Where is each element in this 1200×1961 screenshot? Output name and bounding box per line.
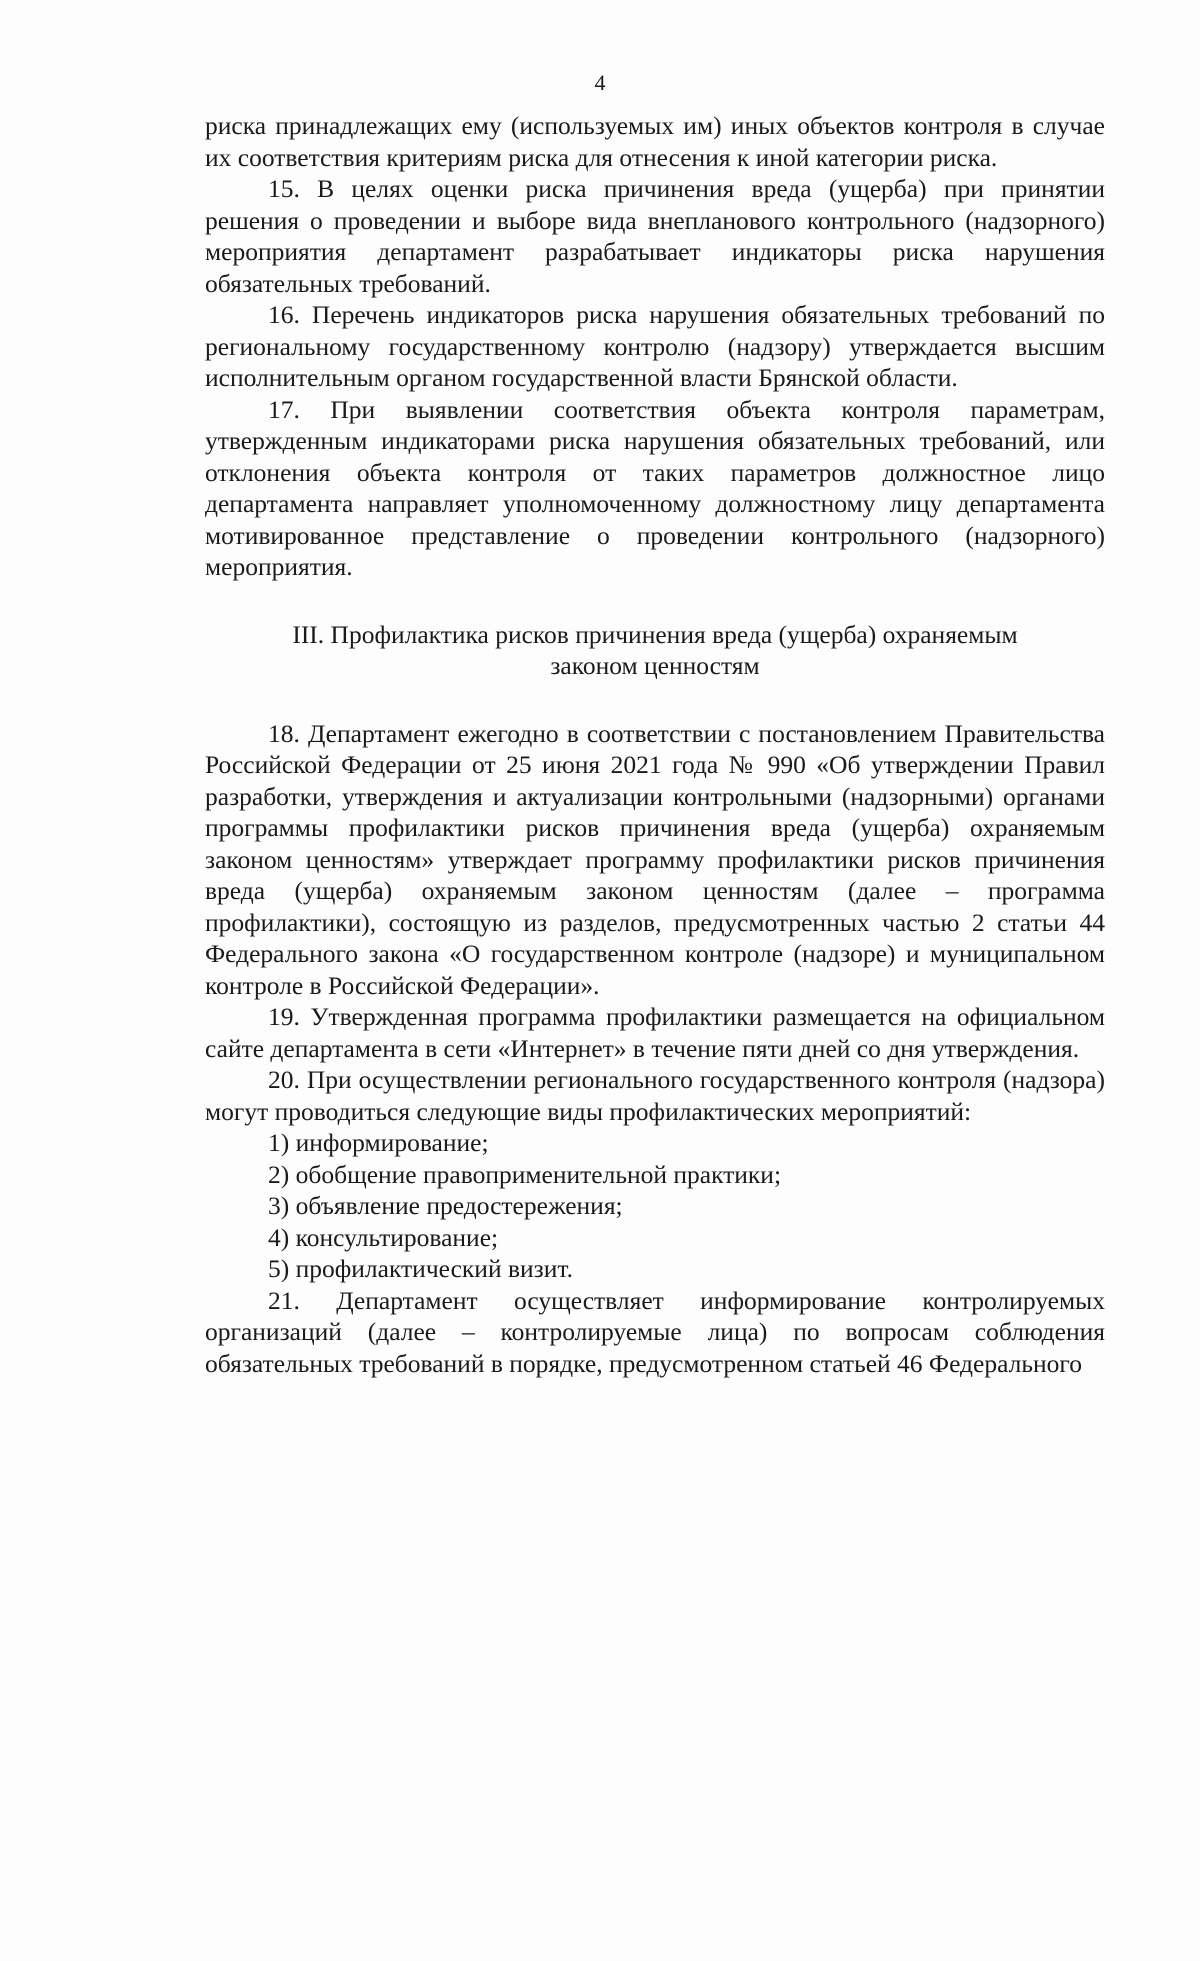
list-item: 3) объявление предостережения; [268, 1191, 623, 1220]
paragraph-17: 17. При выявлении соответствия объекта контроля параметрам, утвержденным индикаторами риска нарушения обязательных требований, или отклонения объекта контроля от таких параметров должностное лицо департамента направляет уполномоченному должностному лицу департамента мотивированное представление о проведении контрольного (надзорного) мероприятия. [205, 394, 1105, 581]
paragraph-20: 20. При осуществлении регионального государственного контроля (надзора) могут проводиться следующие виды профилактических мероприятий: [205, 1065, 1105, 1126]
section-heading-line-2: законом ценностям [550, 651, 760, 680]
page-number: 4 [594, 70, 606, 95]
paragraph-19: 19. Утвержденная программа профилактики размещается на официальном сайте департамента в сети «Интернет» в течение пяти дней со дня утверждения. [205, 1002, 1105, 1063]
section-heading [205, 619, 1105, 682]
paragraph-21: 21. Департамент осуществляет информирование контролируемых организаций (далее – контролируемые лица) по вопросам соблюдения обязательных требований в порядке, предусмотренном статьей 46 Федерального [205, 1285, 1105, 1378]
document-body [205, 110, 1105, 1379]
list-item: 1) информирование; [268, 1128, 489, 1157]
paragraph-15: 15. В целях оценки риска причинения вреда (ущерба) при принятии решения о проведении и выборе вида внепланового контрольного (надзорного) мероприятия департамент разрабатывает индикаторы риска нарушения обязательных требований. [205, 174, 1105, 298]
list-item: 2) обобщение правоприменительной практики; [268, 1159, 782, 1189]
list-item: 5) профилактический визит. [268, 1254, 573, 1283]
paragraph-18: 18. Департамент ежегодно в соответствии с постановлением Правительства Российской Федерации от 25 июня 2021 года № 990 «Об утверждении Правил разработки, утверждения и актуализации контрольными (надзорными) органами программы профилактики рисков причинения вреда (ущерба) охраняемым законом ценностям» утверждает программу профилактики рисков причинения вреда (ущерба) охраняемым законом ценностям (далее – программа профилактики), состоящую из разделов, предусмотренных частью 2 статьи 44 Федерального закона «О государственном контроле (надзоре) и муниципальном контроле в Российской Федерации». [205, 718, 1105, 1000]
list-item: 4) консультирование; [268, 1222, 499, 1252]
section-heading-line-1: III. Профилактика рисков причинения вреда (ущерба) охраняемым [292, 619, 1018, 649]
paragraph-16: 16. Перечень индикаторов риска нарушения обязательных требований по региональному государственному контролю (надзору) утверждается высшим исполнительным органом государственной власти Брянской области. [205, 300, 1105, 392]
paragraph-continuation: риска принадлежащих ему (используемых им) иных объектов контроля в случае их соответствия критериям риска для отнесения к иной категории риска. [205, 111, 1105, 172]
